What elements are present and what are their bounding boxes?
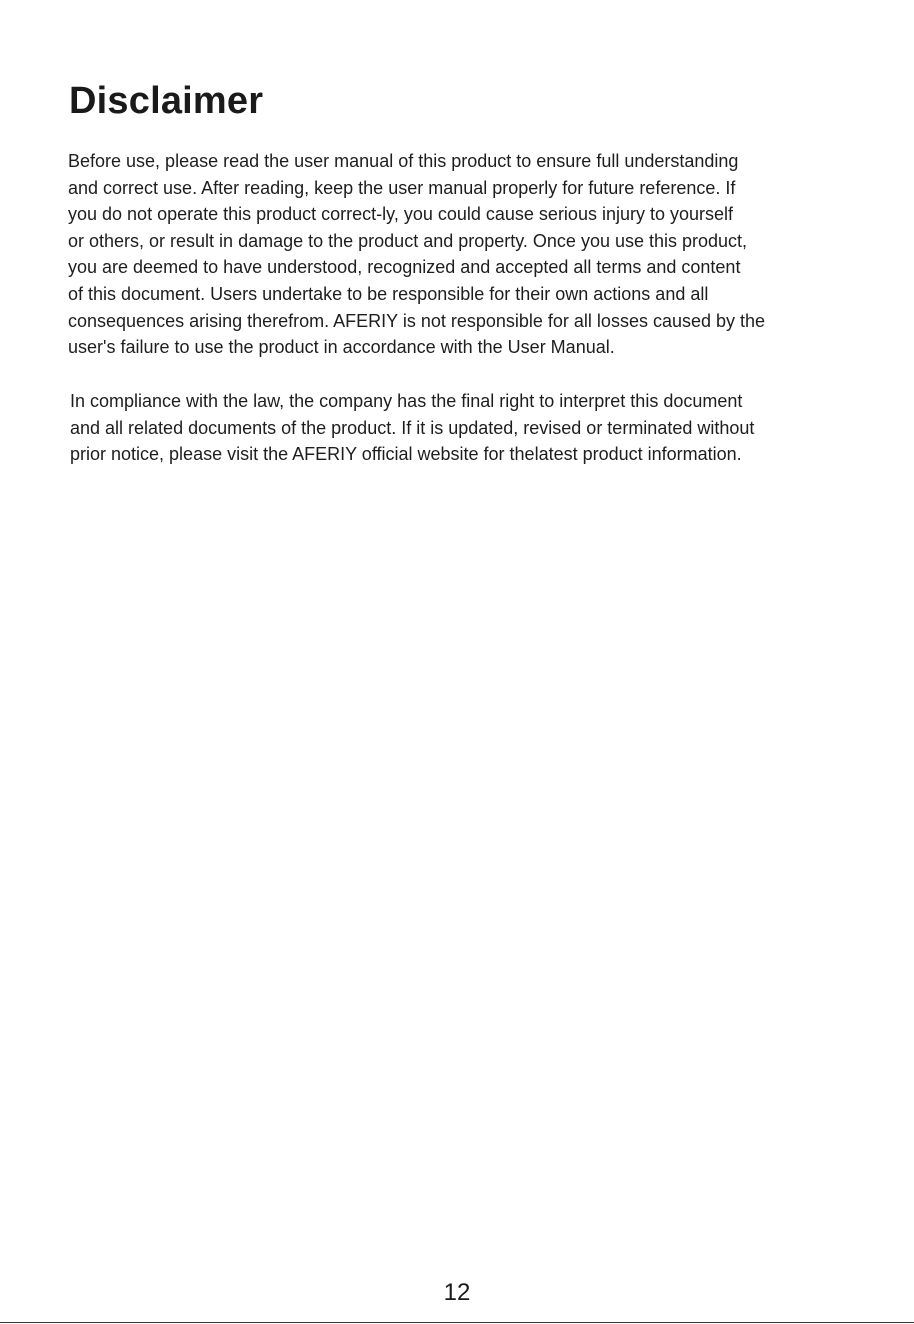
page-edge-divider — [0, 1322, 914, 1323]
paragraph-line: consequences arising therefrom. AFERIY is not responsible for all losses caused by the — [68, 310, 766, 331]
paragraph-line: prior notice, please visit the AFERIY official website for thelatest product information. — [70, 444, 742, 465]
paragraph-line: In compliance with the law, the company has the final right to interpret this document — [70, 391, 743, 411]
disclaimer-paragraph-legal — [70, 388, 860, 468]
paragraph-line: you do not operate this product correct-ly, you could cause serious injury to yourself — [68, 204, 734, 225]
paragraph-line: user's failure to use the product in accordance with the User Manual. — [68, 337, 615, 358]
paragraph-line: Before use, please read the user manual of this product to ensure full understanding — [68, 151, 739, 171]
paragraph-line: or others, or result in damage to the product and property. Once you use this product, — [68, 230, 748, 251]
page-number: 12 — [443, 1279, 471, 1306]
page-title: Disclaimer — [69, 80, 264, 122]
paragraph-line: and all related documents of the product. If it is updated, revised or terminated without — [70, 417, 755, 438]
paragraph-line: of this document. Users undertake to be responsible for their own actions and all — [68, 283, 709, 304]
paragraph-line: you are deemed to have understood, recognized and accepted all terms and content — [68, 257, 741, 278]
disclaimer-paragraph-usage — [68, 148, 858, 361]
paragraph-line: and correct use. After reading, keep the user manual properly for future reference. If — [68, 177, 736, 198]
